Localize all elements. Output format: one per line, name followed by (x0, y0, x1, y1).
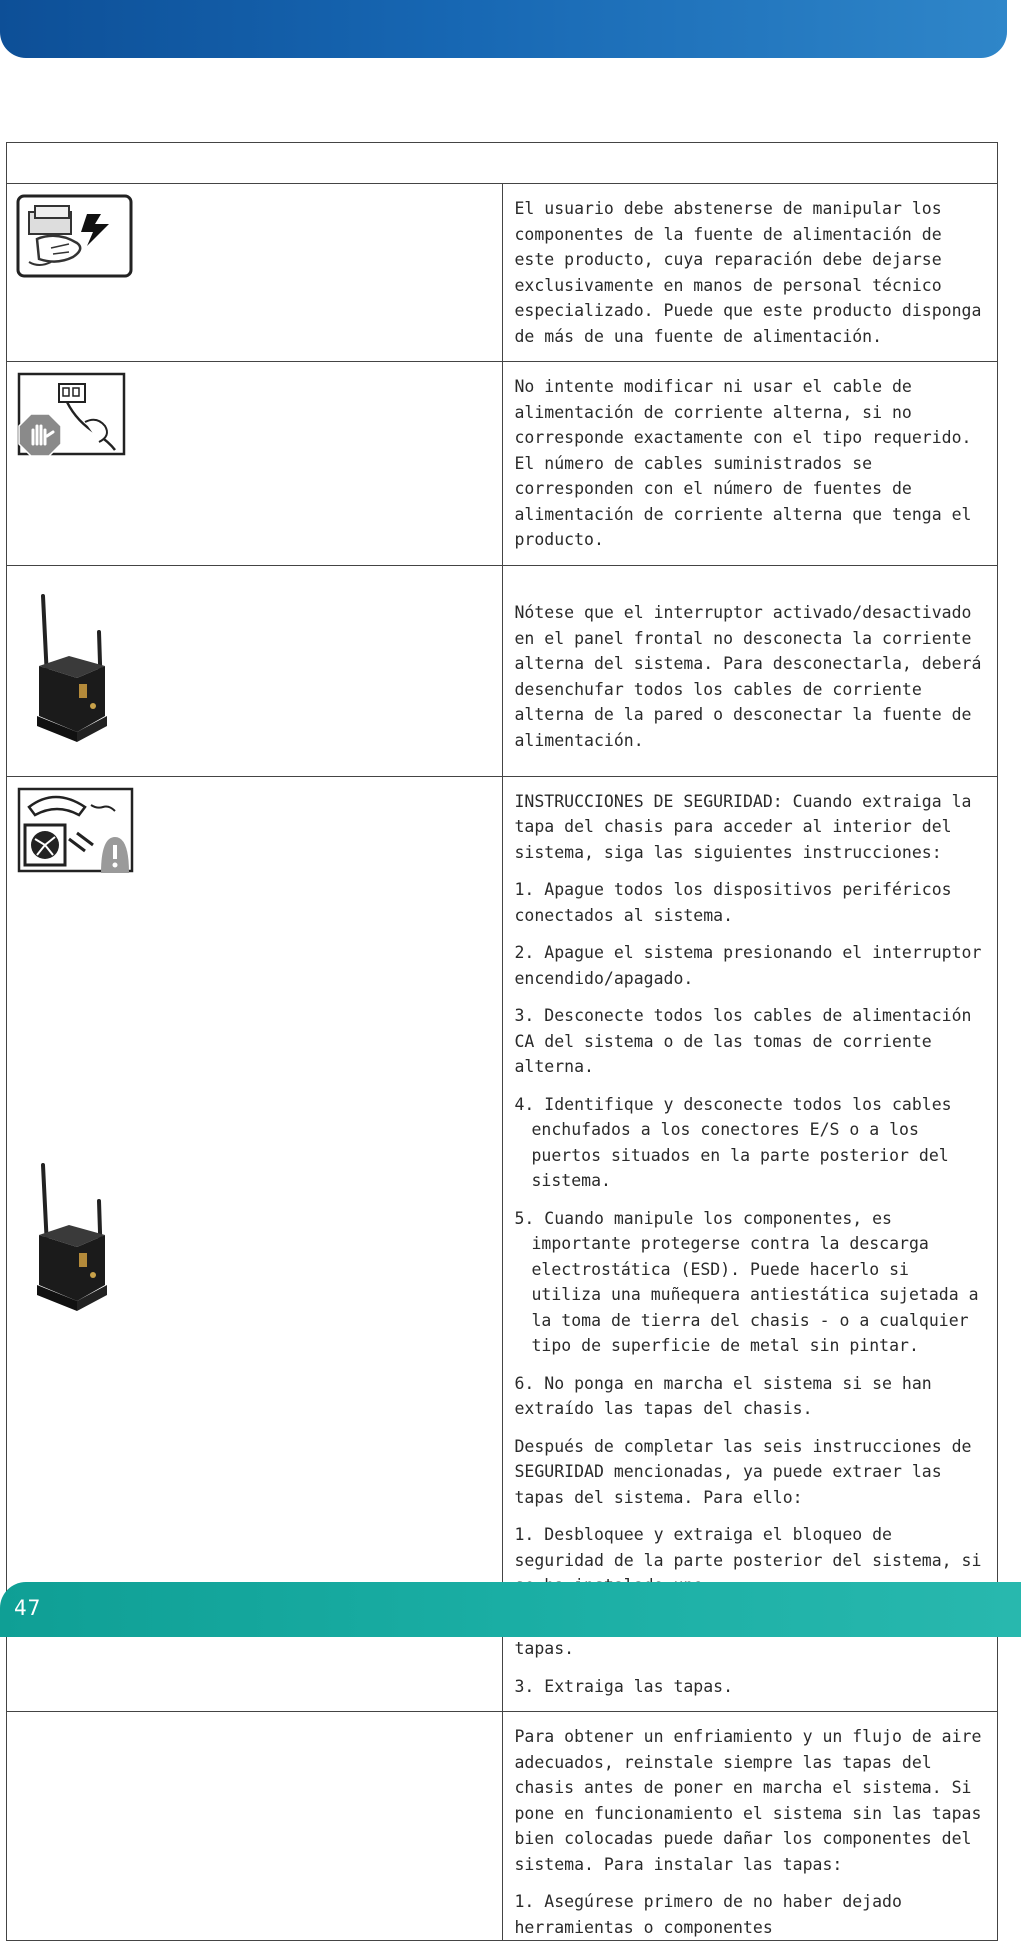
table-header-cell (7, 143, 998, 184)
top-banner (0, 0, 1007, 58)
paragraph: No intente modificar ni usar el cable de alimentación de corriente alterna, si no corresponde exactamente con el tipo requerido. El número de cables suministrados se corresponden con el número de fuentes de alimentación de corriente alterna que tenga el producto. (514, 377, 972, 549)
power-supply-hazard-icon (7, 184, 187, 311)
icon-cell (7, 776, 503, 1712)
list-item: 1. Asegúrese primero de no haber dejado herramientas o componentes (514, 1892, 902, 1937)
text-cell (502, 362, 998, 566)
icon-cell (7, 1712, 503, 1941)
disconnect-phone-fan-warning-icon (7, 777, 187, 877)
list-item: 6. No ponga en marcha el sistema si se han extraído las tapas del chasis. (514, 1373, 932, 1418)
text-cell (502, 565, 998, 776)
bottom-banner (0, 1582, 1021, 1637)
paragraph: INSTRUCCIONES DE SEGURIDAD: Cuando extraiga la tapa del chasis para acceder al interior del sistema, siga las siguientes instrucciones: (514, 791, 972, 862)
paragraph: El usuario debe abstenerse de manipular los componentes de la fuente de alimentación de este producto, cuya reparación debe dejarse exclusivamente en manos de personal técnico especializado. Puede que este producto disponga de más de una fuente de alimentación. (514, 199, 982, 346)
table-row (7, 565, 998, 776)
paragraph: Después de completar las seis instrucciones de SEGURIDAD mencionadas, ya puede extraer las tapas del sistema. Para ello: (514, 1436, 972, 1507)
list-item: 1. Apague todos los dispositivos periféricos conectados al sistema. (514, 880, 952, 925)
text-cell (502, 1712, 998, 1941)
list-item: 3. Extraiga las tapas. (514, 1676, 734, 1696)
table-row (7, 776, 998, 1712)
list-item: 1. Desbloquee y extraiga el bloqueo de seguridad de la parte posterior del sistema, si (514, 1525, 982, 1570)
list-item: 3. Desconecte todos los cables de alimentación CA del sistema o de las tomas de corriente alterna. (514, 1006, 972, 1076)
list-item: 4. Identifique y desconecte todos los cables enchufados a los conectores E/S o a los puertos situados en la parte posterior del sistema. (514, 1094, 952, 1190)
table-row (7, 1712, 998, 1941)
list-item: tapas. (514, 1639, 575, 1658)
icon-cell (7, 565, 503, 776)
router-device-image (7, 566, 187, 764)
table-header-row (7, 143, 998, 184)
icon-cell (7, 184, 503, 362)
safety-table (6, 142, 998, 1941)
page-number: 47 (14, 1596, 42, 1620)
list-item: 2. Apague el sistema presionando el interruptor encendido/apagado. (514, 943, 982, 988)
paragraph: Nótese que el interruptor activado/desactivado en el panel frontal no desconecta la corriente alterna del sistema. Para desconectarla, deberá desenchufar todos los cables de corriente alterna de la pared o desconectar la fuente de alimentación. (514, 603, 982, 750)
stop-hand-power-cord-icon (7, 362, 187, 489)
icon-cell (7, 362, 503, 566)
text-cell (502, 776, 998, 1712)
list-item: 5. Cuando manipule los componentes, es importante protegerse contra la descarga electrostática (ESD). Puede hacerlo si utiliza una muñequera antiestática sujetada a la toma de tierra del chasis - o a cualquier tipo de superficie de metal sin pintar. (514, 1208, 979, 1355)
router-device-image (7, 1155, 187, 1315)
text-cell (502, 184, 998, 362)
table-row (7, 362, 998, 566)
paragraph: Para obtener un enfriamiento y un flujo de aire adecuados, reinstale siempre las tapas del chasis antes de poner en marcha el sistema. Si pone en funcionamiento el sistema sin las tapas bien colocadas puede dañar los componentes del sistema. Para instalar las tapas: (514, 1727, 982, 1874)
table-row (7, 184, 998, 362)
